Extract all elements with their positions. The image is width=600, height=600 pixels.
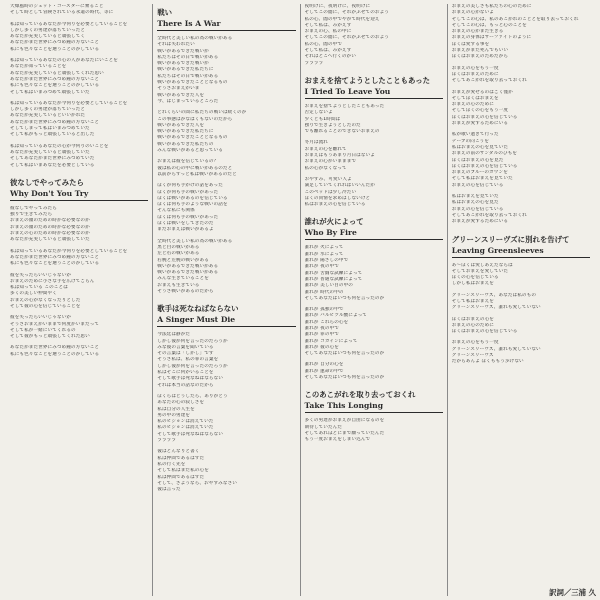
lyric-line: 夜明けに、夜明けに、夜明けに bbox=[304, 4, 371, 9]
song-title-japanese: 彼なしでやってみたら bbox=[10, 177, 84, 187]
lyric-line: 私は知っている このことは bbox=[10, 285, 68, 291]
lyric-line: そして私はおまえを見ていた bbox=[451, 176, 513, 182]
lyric-line: しかし多くの男達が落ちていったと bbox=[10, 107, 86, 113]
lyric-line: ぼくは戦いがあるのを信じている bbox=[157, 195, 228, 201]
lyric-line: しかし多くの男達が落ちていったと bbox=[10, 27, 86, 33]
lyric-line: 誰れが 夜の中で bbox=[304, 264, 339, 270]
lyric-line: 男の中の男達を bbox=[157, 412, 191, 418]
lyric-line: そして私は、みかえす bbox=[304, 48, 352, 54]
song-section bbox=[305, 217, 443, 386]
lyric-line: みんな生きていることを bbox=[157, 276, 209, 282]
lyric-line: 私は知っているあなたが今何りを必要としていることを bbox=[10, 100, 128, 106]
lyric-line: ぼくの同情を求めはしないけど bbox=[304, 195, 371, 201]
lyric-line: 誰れが 時代の中の bbox=[304, 289, 344, 295]
lyric-line: このベッドは少し冷たい bbox=[304, 189, 357, 195]
lyric-line: そしてこの闇に、それかぶせてのおよう bbox=[304, 35, 389, 41]
lyric-line: 私は知っているあなたが今何りを必要としていることを bbox=[10, 21, 128, 27]
lyric-line: おまえも生きている bbox=[157, 282, 200, 288]
lyric-line: おまえが愛するためにいる bbox=[451, 121, 509, 127]
song-title-japanese: 歌手は死なねばならない bbox=[157, 304, 239, 314]
lyric-line: 戦いがあるできた戦いが bbox=[157, 61, 209, 67]
lyric-line: ぼくはおまえのために bbox=[451, 71, 499, 77]
lyric-line: おまえの心のために bbox=[451, 102, 494, 108]
lyric-line: 戦いがあるできた戦いが bbox=[157, 48, 209, 54]
lyric-line: 黒と白の戦いがある bbox=[157, 244, 200, 250]
lyric-line: おまえがまた死んでもいい bbox=[451, 48, 509, 54]
lyric-line: 戦いがあるできた戦いがある bbox=[157, 263, 219, 269]
lyric-line: グリーンスリーヴズ、あなたは私のもの bbox=[451, 292, 537, 298]
lyric-line: 戦いがあるできた私たちの bbox=[157, 141, 214, 147]
song-section bbox=[452, 4, 590, 132]
lyric-line: おまえの頭のための時かな必要なのか bbox=[10, 224, 90, 230]
lyrics-column-2 bbox=[152, 4, 299, 596]
lyric-line: 私たちはその日で戦いがある bbox=[157, 54, 219, 60]
lyric-line: グリーンスリーヴズ、誰れも愛していない bbox=[451, 346, 541, 352]
section-gap bbox=[452, 226, 590, 231]
song-title-english: There Is A War bbox=[157, 18, 295, 31]
song-section bbox=[305, 4, 443, 72]
lyric-line: 期待していたんだ bbox=[304, 424, 343, 430]
lyric-line: そして私はおまえを bbox=[451, 298, 494, 304]
lyric-line: ララララ bbox=[304, 60, 324, 66]
lyric-line: そしてぼくの心をもう一度 bbox=[451, 108, 509, 114]
section-gap bbox=[305, 444, 443, 449]
lyric-line: おまえの身体はサーファイトのように bbox=[451, 35, 532, 41]
lyric-line: そうさおまえがいま bbox=[157, 86, 200, 92]
lyric-line: 今法廷は静かだ bbox=[157, 332, 191, 338]
lyric-line: そしてあなたはいつも何を言ったのか bbox=[304, 351, 385, 357]
lyric-line: ぼくは何も手のような戦いの話を bbox=[157, 202, 228, 208]
lyric-line: 誰れが 苦闘な試練によって bbox=[304, 270, 363, 276]
lyric-line: 誰れが コカインによって bbox=[304, 338, 358, 344]
lyric-line: 誰れが 夜の中で bbox=[304, 325, 339, 331]
lyric-line: 誰れが 陽ざしの中で bbox=[304, 258, 349, 264]
lyric-line: 私は知っているあなたの心が今何りのいことを bbox=[10, 143, 109, 149]
lyric-line: おまえのブルーのガウンを bbox=[451, 170, 508, 176]
lyric-line: 誰れが バルビツル酸によって bbox=[304, 313, 368, 319]
lyric-line: おまえの心を離れて bbox=[304, 146, 347, 152]
lyric-line: そうさ私は、私の罪の言葉を bbox=[157, 357, 219, 363]
lyric-line: この事態はかなばくもないのだから bbox=[157, 116, 233, 122]
lyric-line: 私は自分の人生を bbox=[157, 406, 195, 412]
lyric-line: 誰れが 水によって bbox=[304, 251, 344, 257]
lyric-line: そして歌手は死なねばならない bbox=[157, 376, 223, 382]
lyric-line: しかし私はおまえを bbox=[451, 281, 494, 287]
lyric-line: 誰れが 孤独の中で bbox=[304, 307, 344, 313]
lyric-line: ぼくの心を信じている bbox=[451, 275, 499, 281]
lyric-line: おまえが愛せるのはごく僅か bbox=[451, 89, 513, 95]
lyric-line: そしてぼくはおまえを bbox=[451, 95, 499, 101]
lyric-line: おまえの心をもう一度 bbox=[451, 65, 499, 71]
lyric-line: おまえの心がいまままで bbox=[304, 159, 357, 165]
lyric-line: 戦いがあるできた人を bbox=[157, 92, 205, 98]
lyric-line: そしてしまって私はいまみつめていた bbox=[10, 126, 90, 132]
lyric-line: 誰れが 美しい目の中の bbox=[304, 283, 353, 289]
lyric-line: 私が歌い過ぎて行った bbox=[451, 132, 499, 138]
lyric-line: 戦いがあるできた私たちに bbox=[157, 67, 214, 73]
lyric-line: そして歌手は死なねばならない bbox=[157, 431, 223, 437]
lyric-line: 左と右の戦いがある bbox=[157, 251, 200, 257]
lyric-line: そして私が一緒にいてくれるの bbox=[10, 327, 76, 333]
lyric-line: 少くとも1時間は bbox=[304, 116, 341, 122]
lyric-line: そしてあなたはいつも何を言ったのか bbox=[304, 295, 385, 301]
lyric-line: あなたがまだ世界にみつめ鐘の方ないこと bbox=[10, 40, 100, 46]
lyric-line: 私の心がなくなって bbox=[304, 165, 347, 171]
translation-credit: 訳詞／三浦 久 bbox=[549, 588, 596, 597]
lyric-line: おまえの前のサンダルのひもを bbox=[451, 151, 518, 157]
lyric-line: 以前からずっと私は戦いがあるのだと bbox=[157, 171, 237, 177]
lyric-line: 誰れが 自分の心を bbox=[304, 362, 344, 368]
lyric-line: 私にも色々なことを選うことのかしている bbox=[10, 46, 100, 52]
lyric-line: 私はおまえの心を信じている bbox=[304, 202, 366, 208]
lyric-line: 戦いがあるできた私たちに bbox=[157, 129, 214, 135]
lyric-line: そしてあこがれを取り去っておくれ bbox=[451, 78, 527, 84]
lyric-line: ぼくは愛する事を bbox=[451, 41, 490, 47]
lyric-line: そうさおまえがいままで何度かいまだって bbox=[10, 321, 100, 327]
lyric-line: おまえが愛するためにいる bbox=[451, 219, 509, 225]
lyric-line: おまえの心がなくなったりとした bbox=[10, 297, 81, 303]
lyric-line: そうさ戦いがあるのだから bbox=[157, 288, 214, 294]
lyric-line: 私は知っているあなたの心の人があなたにいことを bbox=[10, 58, 118, 64]
lyric-line: 戦いがあるできた人を bbox=[157, 122, 205, 128]
lyric-line: テーブの向こうを bbox=[451, 138, 490, 144]
section-gap bbox=[157, 493, 295, 498]
song-title-english: I Tried To Leave You bbox=[305, 86, 443, 99]
lyric-line: ぼくらはどうしたら、ありがとう bbox=[157, 393, 228, 399]
lyric-line: あなたが充実していると頑張していた bbox=[10, 237, 90, 243]
lyric-line: グリーンスリーヴズ、誰れも愛していない bbox=[451, 305, 541, 311]
lyric-line: 私の行く先を bbox=[157, 461, 186, 467]
lyric-line: あなたが充実していると頑張してく bbox=[10, 34, 86, 40]
lyric-line: あなたがまだ世界にみつめ鐘の方ないこと bbox=[10, 76, 100, 82]
lyric-line: グリーンスリーヴズ bbox=[451, 353, 494, 359]
lyric-line: そして彼がもっと頑張してくれた思い bbox=[10, 334, 90, 340]
lyric-line: おまえの心のために bbox=[451, 322, 494, 328]
lyric-line: あなたの心の寂しさを bbox=[157, 400, 205, 406]
lyric-line: そしてあなたがまだ世界にみつめていた bbox=[10, 156, 95, 162]
song-section bbox=[452, 132, 590, 230]
lyric-line: おまえの心がまた生きる bbox=[451, 29, 504, 35]
lyric-line: あなたが充実していると頑張してくれた思い bbox=[10, 70, 104, 76]
lyric-line: 全時代と美しい私の為の戦いがある bbox=[157, 238, 233, 244]
lyric-line: 彼はどんなりと書く bbox=[157, 449, 200, 455]
lyric-line: しかし彼が何を言ったのだろうか bbox=[157, 338, 228, 344]
lyric-line: おまえの心をもう一度 bbox=[451, 340, 499, 346]
lyric-line: おまえの頭のための時かな必要なのか bbox=[10, 218, 90, 224]
lyric-line: そしてこの闇に、それかぶせてのおよう bbox=[304, 10, 389, 16]
section-gap bbox=[305, 67, 443, 72]
lyric-line: あ～ぼくは愛しあえたならば bbox=[451, 262, 513, 268]
lyric-line: 誰れが 彼の心を bbox=[304, 344, 339, 350]
song-title-english: Who By Fire bbox=[305, 227, 443, 240]
section-gap bbox=[10, 169, 148, 174]
lyric-line: 私にも色々なことを選うことのかしている bbox=[10, 83, 100, 89]
lyric-line: ぼくはおまえの心を信じている bbox=[451, 163, 518, 169]
lyric-line: おまえの美しさも私たちの心のために bbox=[451, 4, 532, 9]
song-title-japanese: おまえを捨てようとしたこともあった bbox=[304, 75, 431, 85]
song-section bbox=[305, 76, 443, 213]
song-title-english: Why Don't You Try bbox=[10, 188, 148, 201]
lyric-line: どれくらいの間に私たちの戦いは続くのか bbox=[157, 110, 247, 116]
lyrics-column-3 bbox=[300, 4, 447, 596]
lyric-line: そして私はいまみつめて頑張していた bbox=[10, 89, 90, 95]
lyric-line: 全時代と美しい私の為の戦いがある bbox=[157, 36, 233, 41]
lyric-line: ぼくは戦いをしてきたのだ bbox=[157, 221, 214, 227]
lyric-line: 私にも色々なことを選うことのかしている bbox=[10, 261, 100, 267]
lyric-line: ぼくは何も手の戦いがあった bbox=[157, 214, 219, 220]
lyric-line: 独りで生きてみたら bbox=[10, 212, 53, 218]
song-title-english: Take This Longing bbox=[305, 400, 443, 413]
lyric-line: おまえのために小さな手を広げてごらん bbox=[10, 278, 95, 284]
section-gap bbox=[452, 366, 590, 371]
lyric-line: そして私はまだ私の心を bbox=[157, 468, 209, 474]
lyric-line: 戦いがあるできたこととなるもの bbox=[157, 135, 228, 141]
song-section bbox=[10, 178, 148, 363]
lyric-line: 戦いがあるできた戦いがある bbox=[157, 270, 219, 276]
lyric-line: そして私は、みかえす bbox=[304, 22, 352, 28]
lyric-line: それは失われたい bbox=[157, 42, 195, 48]
lyric-line: おまえを捨てようとしたこともあった bbox=[304, 103, 385, 109]
lyric-line: そして、さようなら、おやすみなさい bbox=[157, 480, 237, 486]
lyric-line: 満足していてくれればいいんだが bbox=[304, 183, 375, 189]
lyric-line: 誰れが 運命の中で bbox=[304, 368, 344, 374]
lyric-line: おまえの心を信じている bbox=[451, 206, 504, 212]
song-title-japanese: グリーンスリーヴズに別れを告げて bbox=[451, 234, 570, 244]
lyric-line: そしてこの心は、私のあこがれのこととを取り去っておくれ bbox=[451, 16, 579, 22]
lyric-line: 戦いがあるできたこととなるもの bbox=[157, 80, 228, 86]
lyric-line: おまえの心、私の中に bbox=[304, 29, 352, 35]
lyric-line: ぼくはおまえの心を見た bbox=[451, 157, 504, 163]
lyric-line: あなたがまだ世界にみつめ鐘の方ないこと bbox=[10, 119, 100, 125]
lyric-line: あなたが充実していると頑張していた bbox=[10, 149, 90, 155]
lyric-line: あなたが知っていることを bbox=[10, 64, 67, 70]
song-title-english: A Singer Must Die bbox=[157, 314, 295, 327]
lyric-line: みんな戦いがあると思っている bbox=[157, 148, 223, 154]
lyric-line: 誰れが これらの心を bbox=[304, 319, 349, 325]
lyric-line: 私はおまえを見ていた bbox=[451, 194, 499, 200]
lyric-line: 私はおまえの心を見ていた bbox=[451, 144, 509, 150]
song-title-japanese: このあこがれを取り去っておくれ bbox=[304, 390, 416, 400]
lyric-line: ぼくはおまえの心を信じている bbox=[451, 114, 518, 120]
lyric-line: そしておまえを愛していた bbox=[451, 268, 509, 274]
lyric-line: ぼくはおまえのためだから bbox=[451, 54, 509, 60]
lyric-line: おやすみ、可愛い人よ bbox=[304, 176, 352, 182]
lyric-line: それはどこへ行くのかい bbox=[304, 54, 356, 60]
lyric-line: みな彼の言葉を聞いている bbox=[157, 344, 214, 350]
lyric-line: ぼくはおまえの心を bbox=[451, 316, 494, 322]
lyric-line: 独りで生きようとしたのだ bbox=[304, 122, 361, 128]
section-gap bbox=[10, 358, 148, 363]
lyric-line: だからあんよ ぼくももう歩けない bbox=[451, 359, 524, 365]
lyric-line: おまえはもうあまり月日はないよ bbox=[304, 153, 375, 159]
lyric-line: 私は知っているあなたが今何りを必要としていることを bbox=[10, 248, 128, 254]
lyric-line: あなたがまだ世界にみつめ鐘の方ないこと bbox=[10, 254, 100, 260]
song-title-japanese: 戦い bbox=[157, 8, 173, 17]
lyric-line: 私のビジョンは消えていた bbox=[157, 419, 214, 425]
lyric-line: 私はおまえの心を見た bbox=[451, 200, 499, 206]
lyric-line: 彼は私の心の中に戦いがあるのだと bbox=[157, 165, 233, 171]
lyric-line: 私たちはその日で戦いがある bbox=[157, 73, 219, 79]
lyric-line: 彼を失ったらいいじゃないか bbox=[10, 272, 72, 278]
lyric-line: そして彼の心を信じていることを bbox=[10, 303, 81, 309]
section-gap bbox=[305, 381, 443, 386]
lyric-line: 多くの男達がおまえが自由になるのを bbox=[304, 418, 385, 424]
lyric-line: その言葉は「しかし」です bbox=[157, 351, 214, 357]
song-section bbox=[157, 304, 295, 498]
lyric-line: 誰れが 普通な試練によって bbox=[304, 276, 363, 282]
song-title-japanese: 誰れが火によって bbox=[304, 217, 364, 227]
lyric-line: そしてあれほどにまで願っていたんだ bbox=[304, 430, 385, 436]
lyric-line: あなたが充実しているといいかれた bbox=[10, 113, 86, 119]
song-section bbox=[157, 159, 295, 300]
lyric-line: おまえの心のための時かな必要なのか bbox=[10, 231, 90, 237]
lyric-line: おまえは彼を信じているの？ bbox=[157, 159, 219, 165]
lyric-line: 誰れが 罪の中で bbox=[304, 332, 339, 338]
lyric-line: 彼なしでやってみたら bbox=[10, 205, 57, 211]
song-title-english: Leaving Greensleeves bbox=[452, 245, 590, 258]
lyrics-column-4 bbox=[447, 4, 594, 596]
lyric-line: 私にも色々なことを選うことのかしている bbox=[10, 351, 100, 357]
lyric-line: 私のビジョンは消えていた bbox=[157, 425, 214, 431]
lyric-line: 彼を失ったらいいじゃないか bbox=[10, 315, 72, 321]
lyric-line: 右腕と左腕の戦いがある bbox=[157, 257, 209, 263]
lyric-line: 私の心、闇の中でやがて時代を迎え bbox=[304, 16, 380, 22]
lyric-line: 否定しないよ bbox=[304, 110, 333, 116]
lyric-line: おまえの心を信じている bbox=[451, 182, 504, 188]
lyric-line: そしてあなたはいつも何を言ったのか bbox=[304, 375, 385, 381]
lyric-line: 私は仲間であるはずだ bbox=[157, 455, 205, 461]
lyric-line: ぼくが何も手がけの話をあった bbox=[157, 183, 223, 189]
lyrics-column-1 bbox=[6, 4, 152, 596]
song-section bbox=[452, 235, 590, 371]
lyric-line: ララララ bbox=[157, 438, 177, 444]
lyric-line: 大爆風時のジェット・コースターに乗ること bbox=[10, 4, 104, 9]
lyric-line: 誰れが 火によって bbox=[304, 245, 344, 251]
song-section bbox=[10, 4, 148, 174]
lyric-line: 私はそこに何かいることを bbox=[157, 370, 214, 376]
section-gap bbox=[157, 295, 295, 300]
lyric-line: 私は仲間であるはずだ bbox=[157, 474, 205, 480]
lyric-line: 私の心、闇の中で bbox=[304, 41, 343, 47]
song-section bbox=[157, 8, 295, 159]
lyric-line: しかし彼が何を言ったのだろうか bbox=[157, 363, 228, 369]
lyric-line: そして時として冒険されている永遠の時代、等に bbox=[10, 10, 114, 16]
lyric-line: ぼくが何も手の戦いがあった bbox=[157, 189, 219, 195]
section-gap bbox=[305, 208, 443, 213]
lyric-line: もう一度おまえをしまい込んで bbox=[304, 437, 371, 443]
lyric-line: 冬月は流れ bbox=[304, 140, 328, 146]
lyric-line: でも離れることのできないおまえの bbox=[304, 129, 380, 135]
lyric-line: 今、はじまっているところだ bbox=[157, 98, 219, 104]
song-section bbox=[305, 390, 443, 448]
lyric-line: まだおまえは戦いがあるよ bbox=[157, 227, 214, 233]
lyric-line: そんな私にも関係 bbox=[157, 208, 195, 214]
lyric-line: ぼくはおまえの心を信じている bbox=[451, 329, 518, 335]
lyrics-columns bbox=[6, 4, 594, 596]
lyric-line: そして私がもっと頑張していると出した bbox=[10, 132, 95, 138]
lyric-line: そしてあこがれを取り去っておくれ bbox=[451, 212, 527, 218]
lyric-line: それは本当の話なのだから bbox=[157, 382, 214, 388]
lyric-line: そして私はいまあなたを必要としている bbox=[10, 162, 95, 168]
lyric-line: 多くの美しい仲間やく bbox=[10, 291, 57, 297]
lyric-line: おまえの心がないよ bbox=[451, 10, 494, 16]
lyric-line: そしてこの心は、もっと心のことを bbox=[451, 22, 527, 28]
lyric-line: あなたがまだ世界にみつめ鐘の方ないこと bbox=[10, 345, 100, 351]
lyric-line: 彼は言った bbox=[157, 487, 181, 493]
